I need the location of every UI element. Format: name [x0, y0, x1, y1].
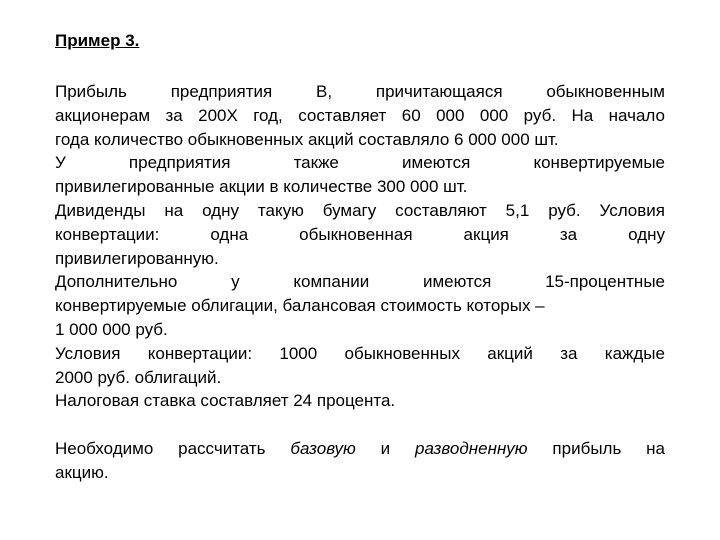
text-line-9: Дополнительно у компании имеются 15-процентные: [55, 272, 665, 292]
text-line-1: Прибыль предприятия В, причитающаяся обыкновенным: [55, 82, 665, 101]
text-line-6: Дивиденды на одну такую бумагу составляют 5,1 руб. Условия: [55, 200, 665, 220]
text-line-14: Налоговая ставка составляет 24 процента.: [55, 391, 396, 411]
conclusion-text-2: и: [380, 439, 391, 459]
conclusion-line-2: акцию.: [55, 462, 109, 482]
paragraph-gap: [55, 413, 665, 437]
text-line-10: конвертируемые облигации, балансовая стоимость которых –: [55, 296, 545, 316]
base-emphasis: базовую: [290, 439, 356, 459]
text-line-8: привилегированную.: [55, 248, 219, 268]
text-line-13: 2000 руб. облигаций.: [55, 367, 222, 387]
text-line-7: конвертации: одна обыкновенная акция за одну: [55, 224, 665, 244]
conclusion-text-3: прибыль на: [552, 439, 665, 459]
problem-text: [55, 80, 665, 485]
text-line-12: Условия конвертации: 1000 обыкновенных акций за каждые: [55, 343, 665, 363]
text-line-4: У предприятия также имеются конвертируемые: [55, 153, 665, 173]
conclusion-text-1: Необходимо рассчитать: [55, 439, 266, 459]
text-line-11: 1 000 000 руб.: [55, 319, 168, 339]
text-line-2: акционерам за 200Х год, составляет 60 000 000 руб. На начало: [55, 105, 665, 125]
text-line-5: привилегированные акции в количестве 300 000 шт.: [55, 177, 468, 197]
example-title: Пример 3.: [55, 31, 140, 50]
conclusion-line-1: [55, 437, 665, 461]
diluted-emphasis: разводненную: [414, 439, 528, 459]
text-line-3: года количество обыкновенных акций составляло 6 000 000 шт.: [55, 129, 559, 149]
